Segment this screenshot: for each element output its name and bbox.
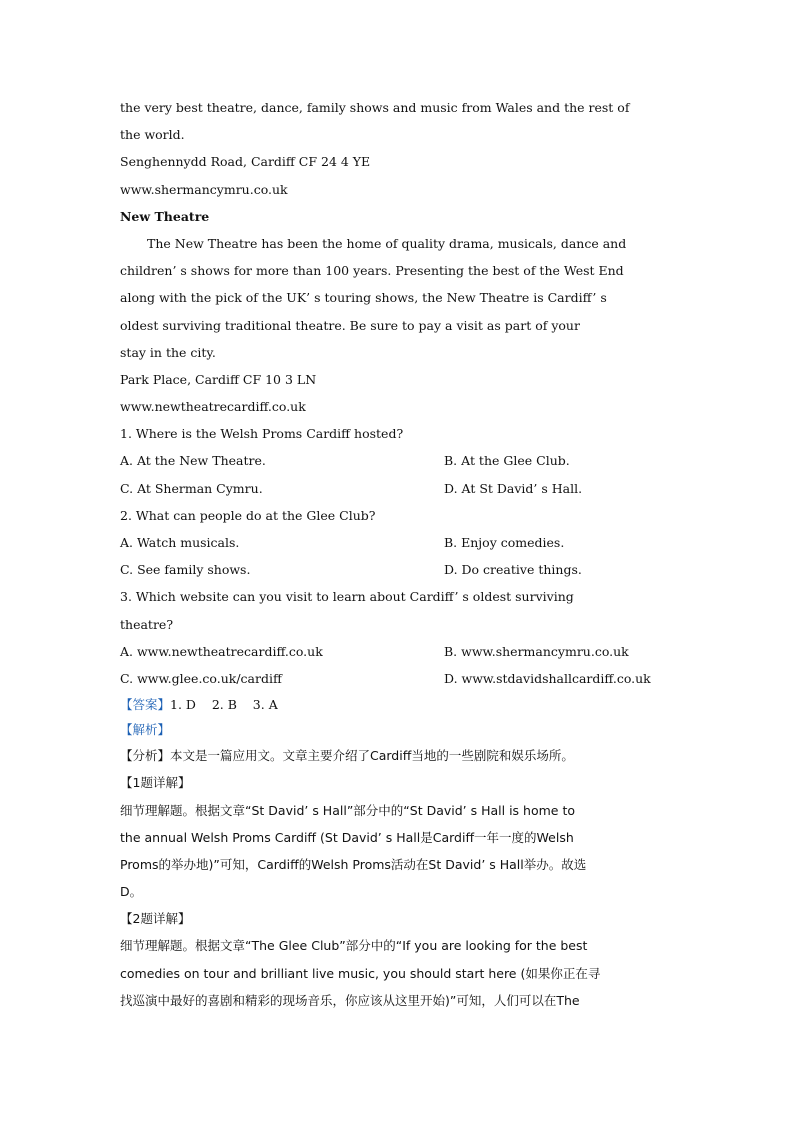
answer-line — [120, 692, 680, 717]
analysis-line — [120, 717, 680, 742]
detail-heading: 【2题详解】 — [120, 911, 191, 927]
analysis-tag: 【解析】 — [120, 722, 171, 738]
question-stem: 3. Which website can you visit to learn about Cardiff’ s oldest surviving — [120, 589, 574, 605]
website-line: www.newtheatrecardiff.co.uk — [120, 399, 306, 415]
answer-text: 1. D 2. B 3. A — [170, 697, 278, 713]
option-row — [120, 556, 680, 583]
option: C. www.glee.co.uk/cardiff — [120, 670, 282, 686]
option-row — [120, 475, 680, 502]
option: C. See family shows. — [120, 562, 251, 578]
option: A. Watch musicals. — [120, 535, 240, 550]
answer-tag: 【答案】 — [120, 697, 171, 713]
question-stem: 2. What can people do at the Glee Club? — [120, 507, 376, 523]
detail-line: comedies on tour and brilliant live music, you should start here (如果你正在寻 — [120, 965, 601, 981]
address-line: Park Place, Cardiff CF 10 3 LN — [120, 371, 317, 387]
option: D. At St David’ s Hall. — [444, 480, 583, 496]
detail-heading: 【1题详解】 — [120, 775, 191, 791]
address-line: Senghennydd Road, Cardiff CF 24 4 YE — [120, 154, 371, 170]
option-row — [120, 638, 680, 665]
option: D. Do creative things. — [444, 562, 582, 578]
question-stem: 1. Where is the Welsh Proms Cardiff hosted? — [120, 426, 404, 442]
option: A. www.newtheatrecardiff.co.uk — [120, 643, 323, 659]
analysis-summary: 【分析】本文是一篇应用文。文章主要介绍了Cardiff当地的一些剧院和娱乐场所。 — [120, 748, 574, 764]
option: D. www.stdavidshallcardiff.co.uk — [444, 670, 651, 686]
detail-line: D。 — [120, 884, 143, 900]
question-stem: theatre? — [120, 616, 174, 632]
detail-line: the annual Welsh Proms Cardiff (St David’ s Hall是Cardiff一年一度的Welsh — [120, 829, 574, 845]
detail-line: 细节理解题。根据文章“St David’ s Hall”部分中的“St David’ s Hall is home to — [120, 802, 575, 818]
detail-line: Proms的举办地)”可知，Cardiff的Welsh Proms活动在St David’ s Hall举办。故选 — [120, 856, 587, 872]
option-row — [120, 529, 680, 556]
option-row — [120, 447, 680, 474]
passage-line: The New Theatre has been the home of quality drama, musicals, dance and — [147, 235, 627, 251]
passage-line: along with the pick of the UK’ s touring shows, the New Theatre is Cardiff’ s — [120, 290, 607, 306]
option: B. Enjoy comedies. — [444, 535, 565, 550]
passage-line: oldest surviving traditional theatre. Be sure to pay a visit as part of your — [120, 317, 580, 333]
document-page — [120, 94, 680, 1014]
option: B. At the Glee Club. — [444, 453, 570, 469]
option: C. At Sherman Cymru. — [120, 480, 263, 496]
option: B. www.shermancymru.co.uk — [444, 643, 629, 659]
detail-line: 找巡演中最好的喜剧和精彩的现场音乐，你应该从这里开始)”可知，人们可以在The — [120, 992, 580, 1008]
website-line: www.shermancymru.co.uk — [120, 181, 288, 197]
passage-line: the very best theatre, dance, family shows and music from Wales and the rest of — [120, 100, 630, 115]
passage-line: the world. — [120, 127, 185, 143]
option: A. At the New Theatre. — [120, 453, 266, 469]
passage-line: stay in the city. — [120, 344, 216, 360]
detail-line: 细节理解题。根据文章“The Glee Club”部分中的“If you are looking for the best — [120, 938, 588, 954]
option-row — [120, 665, 680, 692]
passage-line: children’ s shows for more than 100 years. Presenting the best of the West End — [120, 263, 624, 279]
section-heading: New Theatre — [120, 208, 210, 224]
